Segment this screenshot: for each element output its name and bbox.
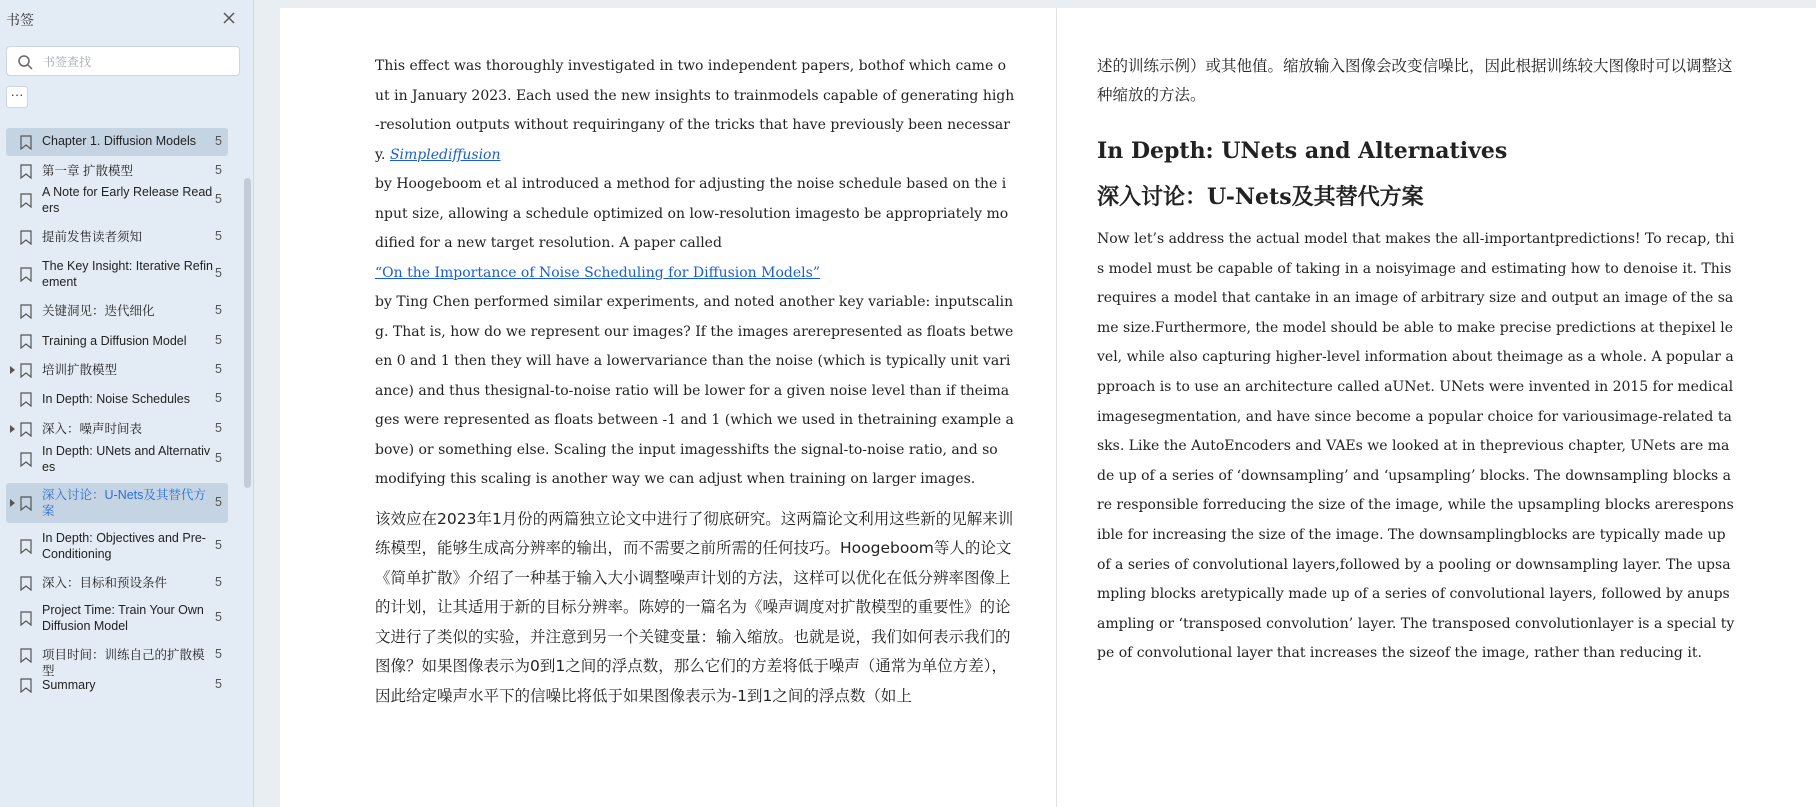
bookmark-icon xyxy=(20,230,32,245)
more-options-button[interactable]: ··· xyxy=(6,86,28,108)
bookmark-icon xyxy=(20,304,32,319)
bookmark-label: 项目时间：训练自己的扩散模型 xyxy=(42,648,205,678)
bookmark-page-number: 5 xyxy=(215,333,222,347)
paragraph-text: by Ting Chen performed similar experiments, and noted another key variable: inputscaling. That is, how do we represent our images? If the images arerepresented as floats between 0 and 1 then they will have a lowervariance than the noise (which is typically unit variance) and thus thesignal-to-noise ratio will be lower for a given noise level than if theimages were represented as floats between -1 and 1 (which we used in thetraining example above) or something else. Scaling the input imagesshifts the signal-to-noise ratio, and so modifying this scaling is another way we can adjust when training on larger images. xyxy=(375,294,1014,487)
expand-arrow-icon[interactable] xyxy=(10,366,15,374)
bookmark-item[interactable] xyxy=(6,254,228,294)
bookmark-icon xyxy=(20,334,32,349)
bookmark-page-number: 5 xyxy=(215,677,222,691)
bookmark-page-number: 5 xyxy=(215,647,222,661)
bookmark-icon xyxy=(20,422,32,437)
bookmark-item[interactable] xyxy=(6,180,228,220)
bookmark-list xyxy=(0,120,240,807)
bookmark-label: 深入：目标和预设条件 xyxy=(42,576,168,590)
chinese-paragraph: 该效应在2023年1月份的两篇独立论文中进行了彻底研究。这两篇论文利用这些新的见解来训练模型，能够生成高分辨率的输出，而不需要之前所需的任何技巧。Hoogeboom等人的论文《简单扩散》介绍了一种基于输入大小调整噪声计划的方法，这样可以优化在低分辨率图像上的计划，让其适用于新的目标分辨率。陈婷的一篇名为《噪声调度对扩散模型的重要性》的论文进行了类似的实验，并注意到另一个关键变量：输入缩放。也就是说，我们如何表示我们的图像？如果图像表示为0到1之间的浮点数，那么它们的方差将低于噪声（通常为单位方差），因此给定噪声水平下的信噪比将低于如果图像表示为-1到1之间的浮点数（如上 xyxy=(375,509,1014,706)
bookmark-item[interactable] xyxy=(6,357,228,383)
bookmark-search-box[interactable] xyxy=(6,46,240,76)
right-page-content xyxy=(1097,52,1737,669)
bookmark-item[interactable] xyxy=(6,526,228,566)
bookmark-icon xyxy=(20,576,32,591)
bookmark-icon xyxy=(20,392,32,407)
bookmark-item[interactable] xyxy=(6,439,228,479)
bookmark-item[interactable] xyxy=(6,224,228,250)
paragraph-text: by Hoogeboom et al introduced a method for adjusting the noise schedule based on the input size, allowing a schedule optimized on low-resolution imagesto be appropriately modified for a new target resolution. A paper called xyxy=(375,176,1009,251)
bookmark-label: In Depth: UNets and Alternatives xyxy=(42,444,211,474)
bookmark-label: 第一章 扩散模型 xyxy=(42,164,133,178)
bookmark-panel-header xyxy=(0,0,253,38)
bookmark-label: In Depth: Objectives and Pre-Conditioning xyxy=(42,531,206,561)
bookmark-page-number: 5 xyxy=(215,229,222,243)
bookmark-icon xyxy=(20,363,32,378)
bookmark-icon xyxy=(20,611,32,626)
bookmark-page-number: 5 xyxy=(215,134,222,148)
bookmark-label: 关键洞见：迭代细化 xyxy=(42,304,155,318)
bookmark-label: 深入讨论：U-Nets及其替代方案 xyxy=(42,488,206,518)
english-paragraph: Now let’s address the actual model that makes the all-importantpredictions! To recap, this model must be capable of taking in a noisyimage and estimating how to denoise it. This requires a model that cantake in an image of arbitrary size and output an image of the same size.Furthermore, the model should be able to make precise predictions at thepixel level, while also capturing higher-level information about theimage as a whole. A popular approach is to use an architecture called aUNet. UNets were invented in 2015 for medical imagesegmentation, and have since become a popular choice for variousimage-related tasks. Like the AutoEncoders and VAEs we looked at in theprevious chapter, UNets are made up of a series of ‘downsampling’ and ‘upsampling’ blocks. The downsampling blocks are responsible forreducing the size of the image, while the upsampling blocks areresponsible for increasing the size of the image. The downsamplingblocks are typically made up of a series of convolutional layers,followed by a pooling or downsampling layer. The upsampling blocks aretypically made up of a series of convolutional layers, followed by anupsampling or ‘transposed convolution’ layer. The transposed convolutionlayer is a special type of convolutional layer that increases the sizeof the image, rather than reducing it. xyxy=(1097,231,1735,662)
bookmark-page-number: 5 xyxy=(215,192,222,206)
bookmark-item[interactable] xyxy=(6,483,228,523)
bookmark-item[interactable] xyxy=(6,598,228,638)
bookmark-icon xyxy=(20,193,32,208)
link-noise-scheduling-paper[interactable]: “On the Importance of Noise Scheduling for Diffusion Models” xyxy=(375,264,820,281)
chinese-paragraph-continued: 述的训练示例）或其他值。缩放输入图像会改变信噪比，因此根据训练较大图像时可以调整这种缩放的方法。 xyxy=(1097,57,1733,104)
bookmark-page-number: 5 xyxy=(215,362,222,376)
bookmark-label: Chapter 1. Diffusion Models xyxy=(42,134,197,148)
bookmark-icon xyxy=(20,496,32,511)
bookmark-page-number: 5 xyxy=(215,421,222,435)
bookmark-panel xyxy=(0,0,254,807)
bookmark-label: 深入：噪声时间表 xyxy=(42,422,143,436)
expand-arrow-icon[interactable] xyxy=(10,425,15,433)
bookmark-label: 培训扩散模型 xyxy=(42,363,118,377)
bookmark-label: In Depth: Noise Schedules xyxy=(42,392,191,406)
bookmark-page-number: 5 xyxy=(215,391,222,405)
bookmark-icon xyxy=(20,452,32,467)
sidebar-scrollbar[interactable] xyxy=(244,178,251,488)
paragraph-text: This effect was thoroughly investigated in two independent papers, bothof which came out in January 2023. Each used the new insights to trainmodels capable of generating high-resolution outputs without requiringany of the tricks that have previously been necessary. xyxy=(375,58,1015,163)
bookmark-item[interactable] xyxy=(6,386,228,412)
section-heading-en: In Depth: UNets and Alternatives xyxy=(1097,138,1508,164)
bookmark-page-number: 5 xyxy=(215,163,222,177)
bookmark-label: Project Time: Train Your Own Diffusion Model xyxy=(42,603,204,633)
bookmark-label: Summary xyxy=(42,678,96,692)
bookmark-label: Training a Diffusion Model xyxy=(42,334,187,348)
bookmark-item[interactable] xyxy=(6,298,228,324)
link-simplediffusion[interactable]: Simplediffusion xyxy=(389,146,501,163)
bookmark-label: The Key Insight: Iterative Refinement xyxy=(42,259,213,289)
bookmark-icon xyxy=(20,164,32,179)
close-icon[interactable] xyxy=(220,9,238,27)
left-page-content xyxy=(375,52,1015,712)
page-divider xyxy=(1056,8,1057,807)
bookmark-page-number: 5 xyxy=(215,451,222,465)
bookmark-page-number: 5 xyxy=(215,495,222,509)
bookmark-search-input[interactable] xyxy=(41,51,235,73)
bookmark-icon xyxy=(20,135,32,150)
bookmark-page-number: 5 xyxy=(215,575,222,589)
bookmark-page-number: 5 xyxy=(215,266,222,280)
bookmark-item[interactable] xyxy=(6,570,228,596)
bookmark-panel-title: 书签 xyxy=(6,12,34,28)
bookmark-page-number: 5 xyxy=(215,610,222,624)
bookmark-icon xyxy=(20,267,32,282)
bookmark-item[interactable] xyxy=(6,128,228,156)
expand-arrow-icon[interactable] xyxy=(10,499,15,507)
section-heading-cn: 深入讨论：U-Nets及其替代方案 xyxy=(1097,184,1424,210)
english-paragraph xyxy=(375,52,1015,495)
search-icon xyxy=(17,54,33,70)
bookmark-icon xyxy=(20,539,32,554)
bookmark-page-number: 5 xyxy=(215,538,222,552)
bookmark-label: 提前发售读者须知 xyxy=(42,230,143,244)
bookmark-icon xyxy=(20,678,32,693)
bookmark-icon xyxy=(20,648,32,663)
bookmark-item[interactable] xyxy=(6,328,228,354)
bookmark-label: A Note for Early Release Readers xyxy=(42,185,213,215)
bookmark-item[interactable] xyxy=(6,672,228,698)
bookmark-item[interactable] xyxy=(6,642,228,678)
bookmark-page-number: 5 xyxy=(215,303,222,317)
